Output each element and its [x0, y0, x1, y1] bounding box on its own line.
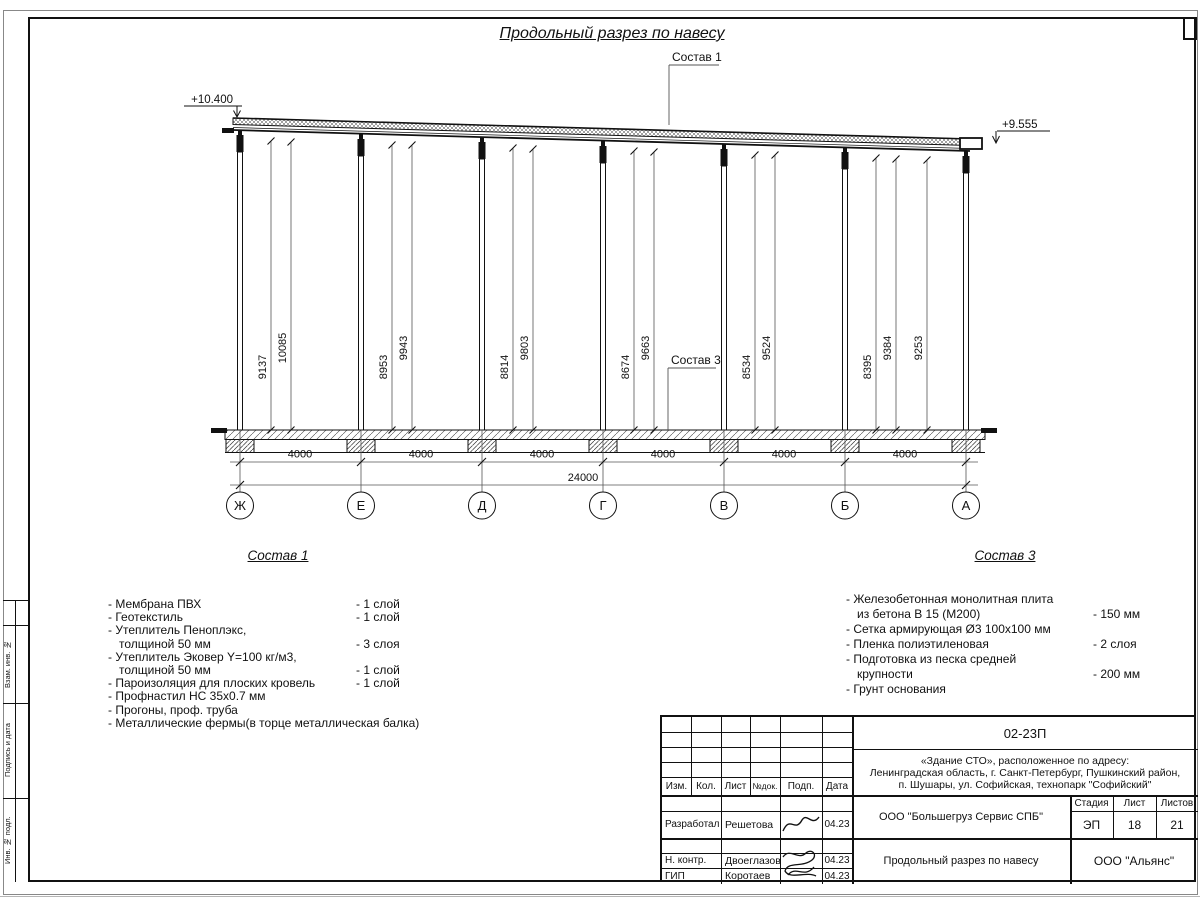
- height-dim: 9253: [913, 335, 925, 361]
- column: [479, 137, 486, 430]
- stamp-sheet-value: 18: [1127, 817, 1142, 832]
- slab: [225, 430, 985, 440]
- sostav3-item: - Сетка армирующая Ø3 100х100 мм: [846, 622, 1051, 636]
- stamp-stage-value: ЭП: [1082, 817, 1101, 832]
- slab-and-footings: [211, 428, 997, 453]
- sostav1-list: [108, 598, 438, 730]
- object-address-line: Ленинградская область, г. Санкт-Петербург, Пушкинский район,: [869, 766, 1181, 779]
- elevation-right: +9.555: [1002, 119, 1038, 131]
- sostav1-item: - Профнастил НС 35х0.7 мм: [108, 689, 266, 704]
- sostav1-value: - 1 слой: [356, 676, 400, 691]
- sostav3-title: Состав 3: [974, 548, 1036, 563]
- left-bracket: [222, 128, 234, 133]
- height-dim: 10085: [277, 332, 289, 364]
- height-dim: 8953: [378, 354, 390, 380]
- sostav1-item: - Пароизоляция для плоских кровель: [108, 676, 316, 691]
- signature: [778, 845, 824, 884]
- sostav1-item: толщиной 50 мм: [119, 663, 211, 678]
- leaders: [668, 50, 722, 431]
- sostav3-value: [1093, 682, 1176, 697]
- sostav1-item: - Металлические фермы(в торце металлическая балка): [108, 715, 420, 730]
- sostav1-item: - Прогоны, проф. труба: [108, 702, 238, 717]
- object-address-line: п. Шушары, ул. Софийская, технопарк "Софийский": [898, 778, 1152, 791]
- axis-label: А: [961, 498, 971, 513]
- column: [237, 130, 244, 430]
- column: [842, 147, 849, 430]
- height-dimensions: [268, 138, 931, 434]
- stamp-col-ndoc: №док.: [752, 781, 778, 791]
- stamp-role: ГИП: [665, 870, 685, 882]
- height-dim: 8814: [499, 354, 511, 380]
- bay-dimension-labels: [288, 449, 917, 485]
- sostav1-value: - 1 слой: [356, 597, 400, 611]
- stamp-name: Коротаев: [725, 870, 771, 882]
- margin-label-inv: Инв. № подл.: [3, 816, 12, 864]
- stamp-sheet-header: Лист: [1123, 797, 1146, 809]
- column: [963, 151, 970, 430]
- stamp-name: Двоеглазов: [725, 854, 781, 867]
- height-dim: 9524: [761, 335, 773, 361]
- sostav1-item: - Геотекстиль: [108, 610, 183, 625]
- margin-label-vzam: Взам. инв. №: [3, 640, 12, 688]
- sostav3-item: из бетона В 15 (М200): [857, 607, 981, 621]
- sostav3-list: [846, 592, 1176, 697]
- stamp-doc-code: 02-23П: [1003, 725, 1047, 741]
- stamp-date: 04.23: [824, 870, 850, 882]
- height-dim: 8534: [741, 354, 753, 380]
- stamp-role: Разработал: [665, 819, 720, 830]
- title-block: [660, 715, 1196, 882]
- stamp-col-data: Дата: [825, 780, 849, 792]
- signature: [780, 809, 822, 838]
- sostav1-value: [356, 690, 438, 703]
- grid-axes: [227, 492, 980, 519]
- stamp-sheets-header: Листов: [1160, 797, 1194, 809]
- sostav1-item: толщиной 50 мм: [119, 636, 211, 651]
- object-address-line: «Здание СТО», расположенное по адресу:: [920, 754, 1130, 767]
- stamp-date: 04.23: [824, 819, 850, 830]
- stamp-role: Н. контр.: [665, 855, 707, 866]
- bay-dim: 4000: [771, 448, 797, 461]
- height-dim: 9663: [640, 335, 652, 361]
- axis-label: В: [719, 498, 729, 513]
- stamp-sheets-value: 21: [1170, 817, 1184, 832]
- sostav1-title: Состав 1: [247, 548, 309, 563]
- axis-label: Д: [477, 498, 487, 513]
- sostav3-value: - 150 мм: [1093, 607, 1141, 621]
- height-dimension-labels: [257, 333, 925, 380]
- bay-dim: 4000: [287, 448, 313, 461]
- total-dim: 24000: [567, 472, 599, 484]
- sostav3-item: - Железобетонная монолитная плита: [846, 592, 1054, 606]
- sostav3-value: [1093, 652, 1176, 667]
- stamp-name: Решетова: [725, 818, 774, 831]
- elevation-left: +10.400: [191, 94, 233, 106]
- sostav3-value: - 2 слоя: [1093, 637, 1137, 651]
- height-dim: 9137: [257, 354, 269, 380]
- sostav1-value: [356, 624, 438, 637]
- leader-label-roof: Состав 1: [672, 50, 722, 64]
- sostav1-value: - 3 слоя: [356, 636, 400, 651]
- height-dim: 9384: [882, 335, 894, 361]
- sostav1-item: - Мембрана ПВХ: [108, 597, 202, 611]
- stamp-company: ООО "Большегруз Сервис СПБ": [878, 810, 1044, 823]
- bay-dim: 4000: [892, 448, 918, 461]
- sostav3-value: [1093, 622, 1176, 637]
- stamp-sheet-title: Продольный разрез по навесу: [883, 855, 1039, 867]
- columns: [237, 130, 970, 430]
- bay-dim: 4000: [529, 448, 555, 461]
- sostav3-item: - Пленка полиэтиленовая: [846, 637, 989, 651]
- sostav1-item: - Утеплитель Эковер Y=100 кг/м3,: [108, 649, 297, 664]
- bay-dim: 4000: [650, 448, 676, 461]
- end-beam: [960, 138, 982, 149]
- sostav3-item: - Подготовка из песка средней: [846, 652, 1017, 666]
- sostav3-value: [1093, 592, 1176, 607]
- view-title: Продольный разрез по навесу: [499, 25, 725, 42]
- sostav1-value: [356, 704, 438, 717]
- sostav1-value: - 1 слой: [356, 663, 400, 678]
- margin-label-podpis: Подпись и дата: [3, 723, 12, 778]
- axis-label: Е: [356, 498, 366, 513]
- axis-label: Ж: [233, 498, 247, 513]
- sostav3-item: крупности: [857, 667, 913, 681]
- height-dim: 8395: [862, 354, 874, 380]
- column: [358, 134, 365, 430]
- height-dim: 9803: [519, 335, 531, 361]
- sostav3-item: - Грунт основания: [846, 682, 946, 696]
- sostav1-item: - Утеплитель Пеноплэкс,: [108, 623, 247, 638]
- stamp-col-kol: Кол.: [696, 780, 716, 792]
- column: [721, 144, 728, 430]
- stamp-object: [852, 750, 1198, 795]
- column: [600, 141, 607, 430]
- axis-label: Б: [840, 498, 850, 513]
- stamp-col-podp: Подп.: [787, 780, 815, 792]
- stamp-stage-header: Стадия: [1074, 797, 1109, 809]
- height-dim: 9943: [398, 335, 410, 361]
- stamp-col-izm: Изм.: [665, 780, 688, 792]
- stamp-org: ООО "Альянс": [1093, 854, 1175, 868]
- height-dim: 8674: [620, 354, 632, 380]
- bay-dim: 4000: [408, 448, 434, 461]
- sostav3-value: - 200 мм: [1093, 667, 1141, 681]
- stamp-col-list: Лист: [724, 780, 747, 792]
- leader-label-slab: Состав 3: [671, 353, 721, 367]
- axis-label: Г: [599, 498, 607, 513]
- stamp-date: 04.23: [824, 855, 850, 866]
- sostav1-value: - 1 слой: [356, 610, 400, 625]
